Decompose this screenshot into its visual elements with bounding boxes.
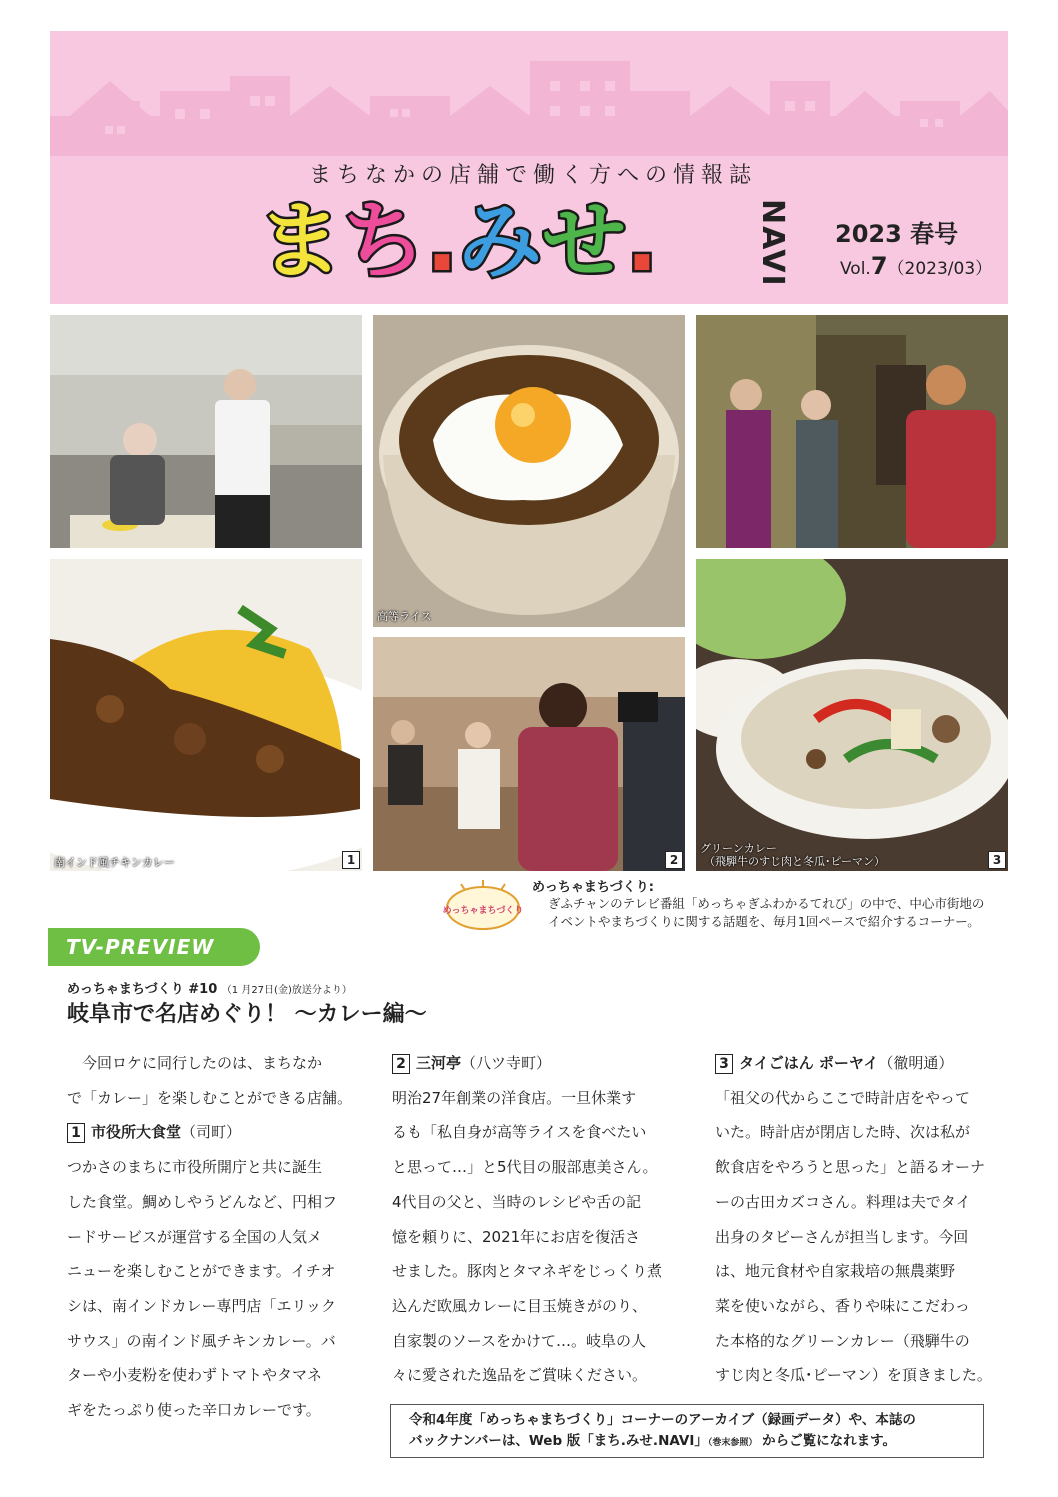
magazine-logo <box>258 191 658 291</box>
shop-number: 2 <box>392 1054 410 1074</box>
body-line: 込んだ欧風カレーに目玉焼きがのり、 <box>392 1296 648 1315</box>
corner-logo-text: めっちゃまちづくり <box>443 906 523 916</box>
body-line: シは、南インドカレー専門店「エリック <box>67 1296 336 1315</box>
logo-char: み <box>457 192 542 290</box>
photo-egg-curry <box>373 315 685 627</box>
body-line: すじ肉と冬瓜･ピーマン）を頂きました。 <box>715 1366 992 1385</box>
logo-char: ち <box>342 192 427 290</box>
body-line: 自家製のソースをかけて…。岐阜の人 <box>392 1331 646 1350</box>
corner-title: めっちゃまちづくり: <box>532 880 654 895</box>
photo-restaurant-interview <box>696 315 1008 548</box>
body-line: 飲食店をやろうと思った」と語るオーナ <box>715 1158 986 1177</box>
body-line: 出身のタビーさんが担当します。今回 <box>715 1227 969 1246</box>
body-line: 明治27年創業の洋食店。一旦休業す <box>392 1088 637 1107</box>
shop-name: タイごはん ポーヤイ <box>739 1054 879 1072</box>
shop-heading <box>715 1046 1010 1081</box>
article-column-1 <box>67 1046 372 1428</box>
logo-char: . <box>426 192 458 290</box>
egg-caption: 高等ライス <box>377 610 432 623</box>
episode-label: めっちゃまちづくり #10 <box>67 982 218 997</box>
vol-prefix: Vol. <box>840 259 871 279</box>
body-line: るも「私自身が高等ライスを食べたい <box>392 1123 647 1142</box>
body-line: 「祖父の代からここで時計店をやって <box>715 1088 971 1107</box>
photo-number-badge: 3 <box>988 851 1006 869</box>
shop-location: （司町） <box>181 1123 242 1142</box>
logo-navi: NAVI <box>755 199 790 288</box>
chicken-caption: 南インド風チキンカレー <box>54 856 175 869</box>
logo-char: せ <box>541 192 626 290</box>
body-line: した食堂。鯛めしやうどんなど、円相フ <box>67 1192 338 1211</box>
shop-name: 三河亭 <box>416 1054 462 1072</box>
photo-chicken-curry <box>50 559 362 871</box>
corner-desc-line: イベントやまちづくりに関する話題を、毎月1回ペースで紹介するコーナー。 <box>548 914 980 929</box>
shop-heading <box>67 1115 372 1150</box>
shop-heading <box>392 1046 692 1081</box>
body-line: サウス」の南インド風チキンカレー。バ <box>67 1331 336 1350</box>
archive-ref: （巻末参照） <box>707 1438 758 1448</box>
tv-preview-badge: TV-PREVIEW <box>48 928 260 966</box>
photo-number-badge: 1 <box>342 851 360 869</box>
body-line: ターや小麦粉を使わずトマトやタマネ <box>67 1366 323 1385</box>
archive-notice <box>390 1404 984 1458</box>
photo-number-badge: 2 <box>665 851 683 869</box>
broadcast-note: （1 月27日(金)放送分より） <box>221 985 352 996</box>
article-column-3 <box>715 1046 1010 1393</box>
shop-number: 1 <box>67 1123 85 1143</box>
volume-label <box>840 252 992 280</box>
photo-green-curry <box>696 559 1008 871</box>
body-line: つかさのまちに市役所開庁と共に誕生 <box>67 1158 323 1177</box>
archive-text: バックナンバーは、Web 版「まち.みせ.NAVI」 <box>409 1433 708 1449</box>
intro-line: 今回ロケに同行したのは、まちなか <box>67 1054 323 1072</box>
archive-text-end: からご覧になれます。 <box>757 1433 897 1449</box>
body-line: た本格的なグリーンカレー（飛騨牛の <box>715 1331 970 1350</box>
green-caption-line2: （飛騨牛のすじ肉と冬瓜･ピーマン） <box>704 855 886 868</box>
masthead <box>50 31 1008 304</box>
logo-char: ま <box>258 192 343 290</box>
shop-name: 市役所大食堂 <box>91 1123 182 1142</box>
green-caption-line1: グリーンカレー <box>700 842 777 855</box>
photo-cafeteria-interview <box>50 315 362 548</box>
corner-desc-line: ぎふチャンのテレビ番組「めっちゃぎふわかるてれび」の中で、中心市街地の <box>548 896 985 911</box>
episode-subtitle <box>67 978 352 997</box>
tagline: まちなかの店舗で働く方への情報誌 <box>309 163 758 188</box>
body-line: ーの古田カズコさん。料理は夫でタイ <box>715 1192 971 1211</box>
vol-date: （2023/03） <box>887 259 993 279</box>
body-line: 菜を使いながら、香りや味にこだわっ <box>715 1296 970 1315</box>
body-line: せました。豚肉とタマネギをじっくり煮 <box>392 1262 663 1281</box>
corner-logo <box>443 878 523 930</box>
body-line: は、地元食材や自家栽培の無農薬野 <box>715 1262 956 1281</box>
shop-location: （徹明通） <box>878 1054 954 1072</box>
vol-number: 7 <box>870 252 888 280</box>
body-line: 憶を頼りに、2021年にお店を復活さ <box>392 1227 641 1246</box>
body-line: 々に愛された逸品をご賞味ください。 <box>392 1366 648 1385</box>
archive-notice-line: 令和4年度「めっちゃまちづくり」コーナーのアーカイブ（録画データ）や、本誌の <box>409 1412 916 1428</box>
corner-description <box>548 895 1008 931</box>
body-line: と思って…」と5代目の服部恵美さん。 <box>392 1158 658 1177</box>
archive-notice-line <box>409 1431 983 1454</box>
logo-char: . <box>625 192 658 290</box>
body-line: ギをたっぷり使った辛口カレーです。 <box>67 1401 321 1420</box>
article-headline: 岐阜市で名店めぐり！ ～カレー編～ <box>67 1002 427 1027</box>
article-column-2 <box>392 1046 692 1393</box>
body-line: ニューを楽しむことができます。イチオ <box>67 1262 336 1281</box>
body-line: いた。時計店が閉店した時、次は私が <box>715 1123 971 1142</box>
issue-label: 2023 春号 <box>835 220 959 248</box>
shop-location: （八ツ寺町） <box>461 1054 552 1072</box>
intro-line: で「カレー」を楽しむことができる店舗。 <box>67 1088 353 1107</box>
photo-tv-crew <box>373 637 685 871</box>
body-line: 4代目の父と、当時のレシピや舌の記 <box>392 1192 642 1211</box>
shop-number: 3 <box>715 1054 733 1074</box>
body-line: ードサービスが運営する全国の人気メ <box>67 1227 323 1246</box>
